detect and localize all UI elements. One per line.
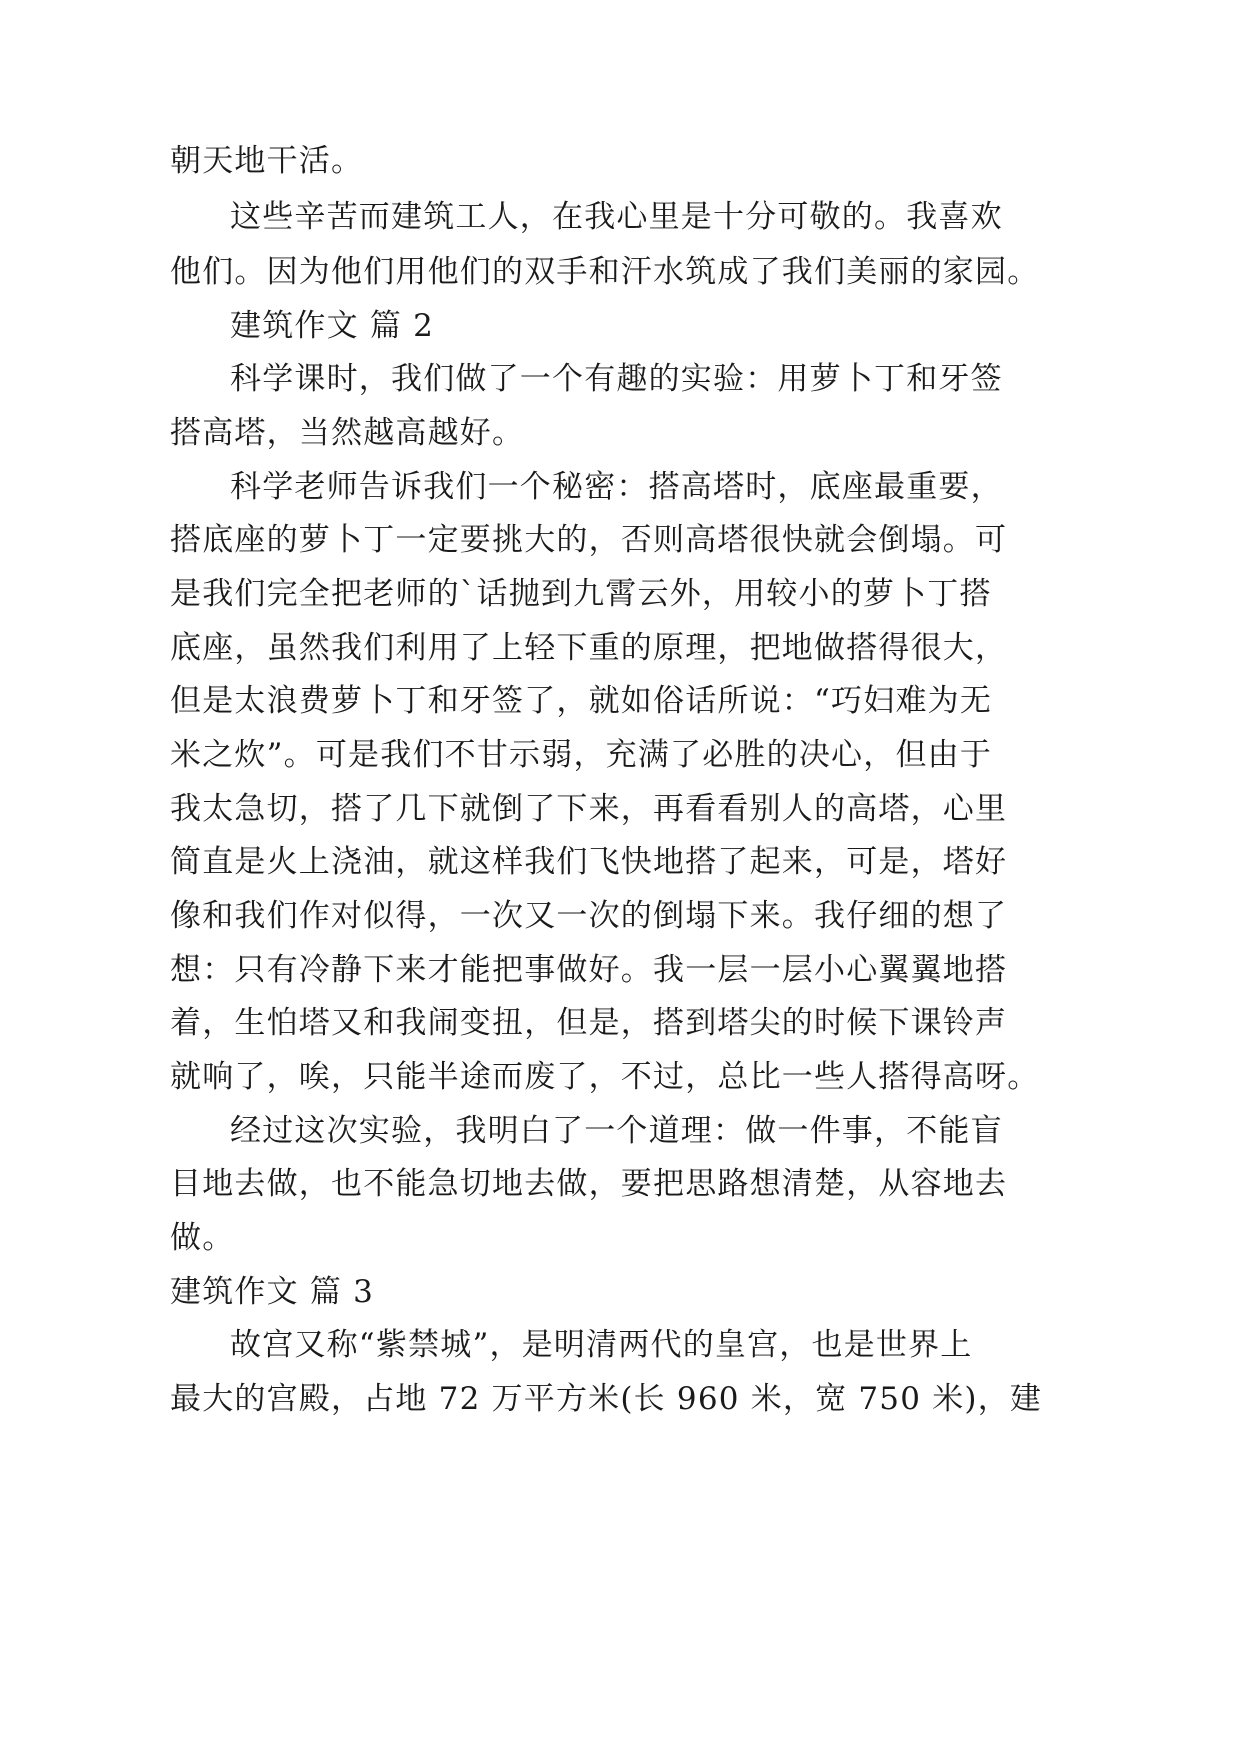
text-line: 我太急切，搭了几下就倒了下来，再看看别人的高塔，心里 — [170, 791, 1008, 827]
text-line: 就响了，唉，只能半途而废了，不过，总比一些人搭得高呀。 — [170, 1059, 1040, 1095]
text-line: 科学老师告诉我们一个秘密：搭高塔时，底座最重要， — [230, 469, 1003, 505]
text-line: 像和我们作对似得，一次又一次的倒塌下来。我仔细的想了 — [170, 898, 1008, 934]
text-line: 米之炊”。可是我们不甘示弱，充满了必胜的决心，但由于 — [170, 737, 993, 773]
text-line: 科学课时，我们做了一个有趣的实验：用萝卜丁和牙签 — [230, 361, 1003, 397]
text-line: 目地去做，也不能急切地去做，要把思路想清楚，从容地去 — [170, 1166, 1008, 1202]
text-line: 想：只有冷静下来才能把事做好。我一层一层小心翼翼地搭 — [170, 952, 1008, 988]
text-line: 底座，虽然我们利用了上轻下重的原理，把地做搭得很大， — [170, 630, 1008, 666]
text-line: 故宫又称“紫禁城”，是明清两代的皇宫，也是世界上 — [230, 1327, 973, 1363]
section-heading: 建筑作文 篇 3 — [170, 1274, 375, 1310]
text-line: 这些辛苦而建筑工人，在我心里是十分可敬的。我喜欢 — [230, 199, 1003, 235]
section-heading: 建筑作文 篇 2 — [230, 308, 435, 344]
text-line: 搭高塔，当然越高越好。 — [170, 415, 525, 451]
text-line: 经过这次实验，我明白了一个道理：做一件事，不能盲 — [230, 1113, 1003, 1149]
text-line: 最大的宫殿，占地 72 万平方米(长 960 米，宽 750 米)，建 — [170, 1381, 1043, 1417]
text-line: 搭底座的萝卜丁一定要挑大的，否则高塔很快就会倒塌。可 — [170, 522, 1008, 558]
text-line: 做。 — [170, 1220, 235, 1256]
text-line: 简直是火上浇油，就这样我们飞快地搭了起来，可是，塔好 — [170, 844, 1008, 880]
text-line: 是我们完全把老师的`话抛到九霄云外，用较小的萝卜丁搭 — [170, 576, 992, 612]
text-line: 他们。因为他们用他们的双手和汗水筑成了我们美丽的家园。 — [170, 254, 1040, 290]
text-line: 但是太浪费萝卜丁和牙签了，就如俗话所说：“巧妇难为无 — [170, 683, 993, 719]
text-line: 朝天地干活。 — [170, 143, 364, 179]
text-line: 着，生怕塔又和我闹变扭，但是，搭到塔尖的时候下课铃声 — [170, 1005, 1008, 1041]
